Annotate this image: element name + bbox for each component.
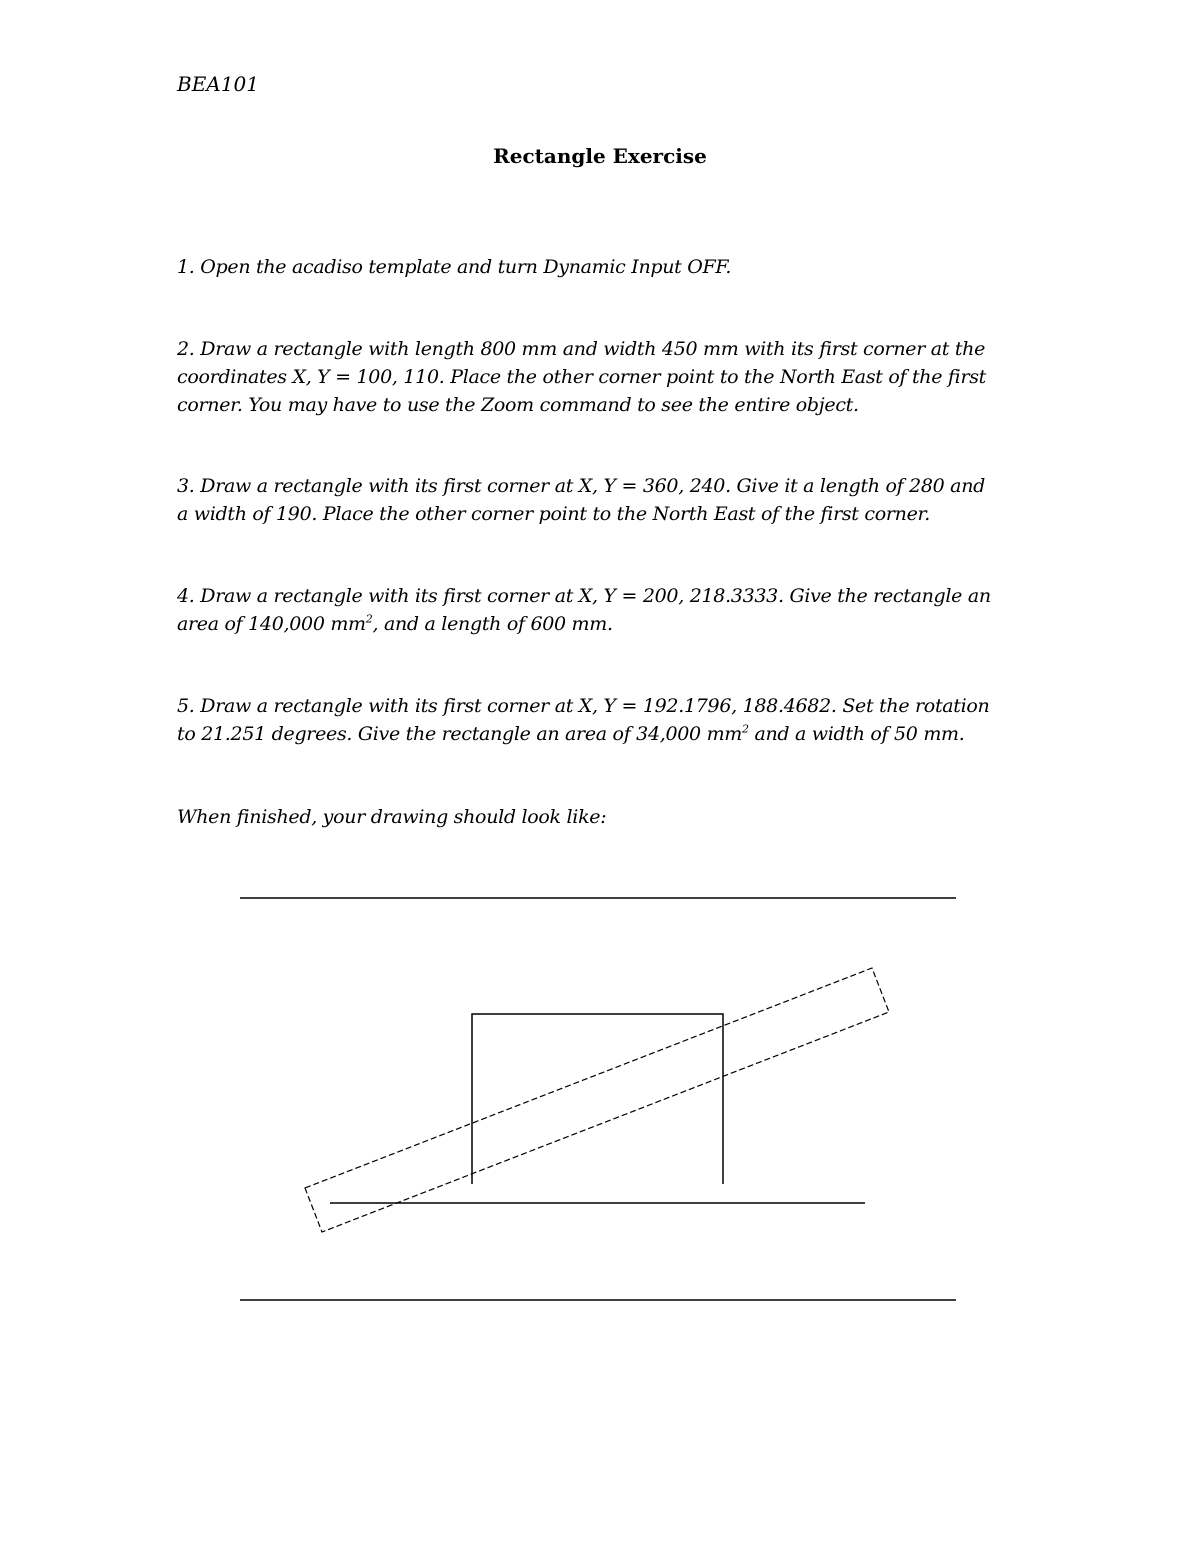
step-text: and a width of 50 mm. [748, 723, 965, 745]
step-line: 2. Draw a rectangle with length 800 mm and width 450 mm with its first corner at the [177, 338, 986, 360]
page-title: Rectangle Exercise [493, 144, 707, 168]
step-text: , and a length of 600 mm. [372, 613, 613, 635]
step-line: When finished, your drawing should look like: [177, 806, 607, 828]
step-line: corner. You may have to use the Zoom command to see the entire object. [177, 394, 859, 416]
step-line: 3. Draw a rectangle with its first corner at X, Y = 360, 240. Give it a length of 280 and [177, 475, 986, 497]
step-line: coordinates X, Y = 100, 110. Place the other corner point to the North East of the first [177, 366, 987, 388]
step-text: area of 140,000 mm [177, 613, 366, 635]
course-code: BEA101 [177, 72, 259, 96]
step-line: 5. Draw a rectangle with its first corner at X, Y = 192.1796, 188.4682. Set the rotation [177, 695, 990, 717]
step-text: to 21.251 degrees. Give the rectangle an area of 34,000 mm [177, 723, 743, 745]
rotated-rectangle-shape [305, 968, 889, 1232]
superscript: 2 [365, 612, 373, 626]
step-line: 1. Open the acadiso template and turn Dynamic Input OFF. [177, 256, 732, 278]
step-line: a width of 190. Place the other corner point to the North East of the first corner. [177, 503, 930, 525]
step-line: 4. Draw a rectangle with its first corner at X, Y = 200, 218.3333. Give the rectangle an [177, 585, 991, 607]
rectangle-shape [472, 1014, 723, 1184]
superscript: 2 [742, 722, 749, 736]
